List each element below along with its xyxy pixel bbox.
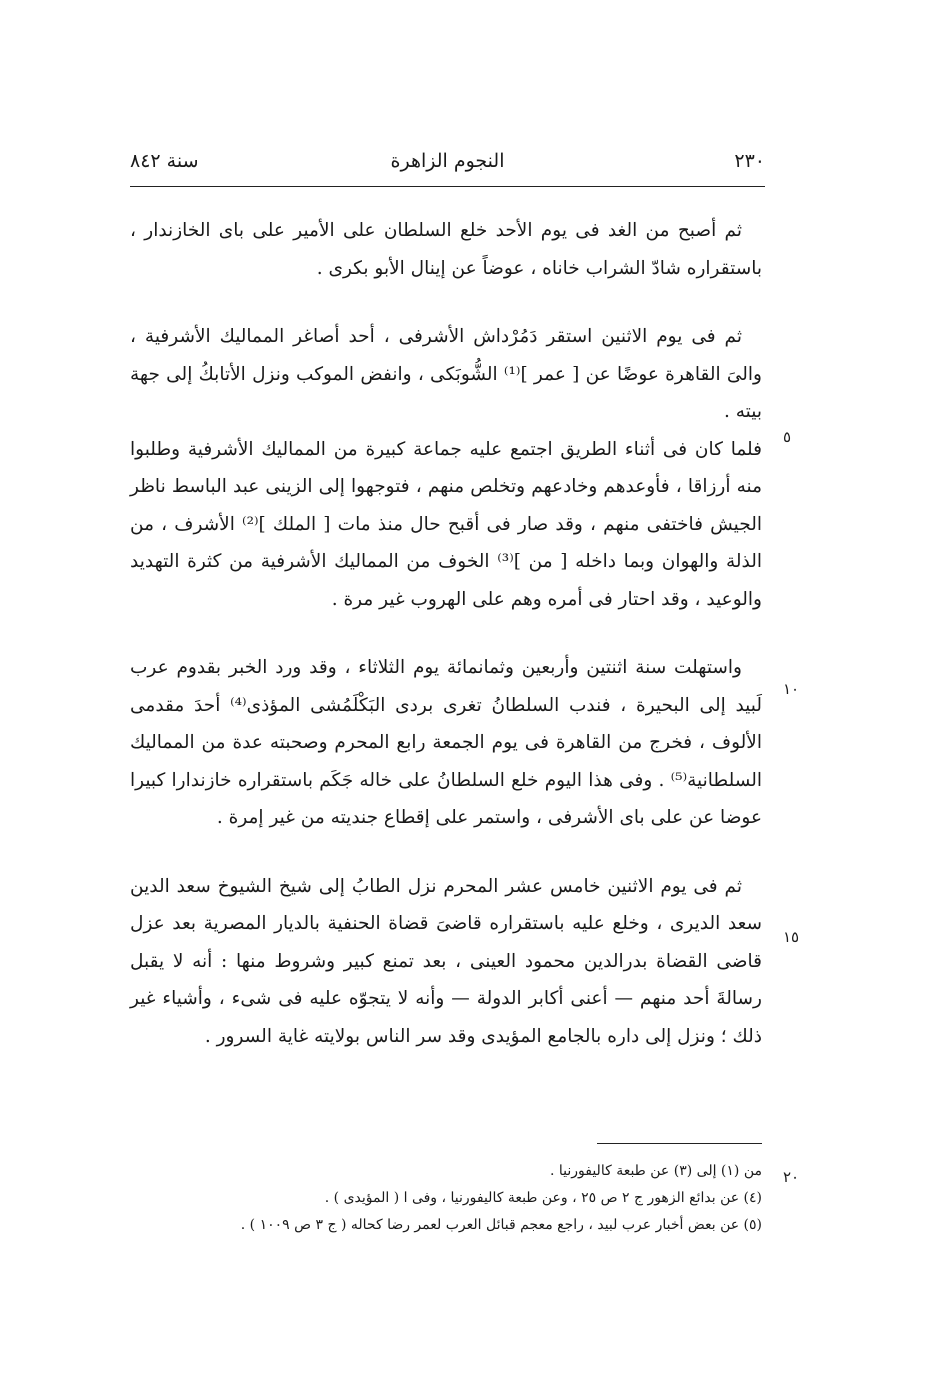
- paragraph: ثم فى يوم الاثنين استقر دَمُرْداش الأشرفى ، أحد أصاغر المماليك الأشرفية ، والىَ القاهرة عوضًا عن [ عمر ]⁽¹⁾ الشُّوبَكى ، وانفض الموكب ونزل الأتابكُ إلى جهة بيته .: [130, 326, 762, 422]
- paragraph: ثم فى يوم الاثنين خامس عشر المحرم نزل الطابُ إلى شيخ الشيوخ سعد الدين سعد الديرى ، وخلع عليه باستقراره قاضىَ قضاة الحنفية بالديار المصرية بعد عزل قاضى القضاة بدرالدين محمود العينى ، بعد تمنع كبير وشروط منها : أنه لا يقبل رسالةَ أحد منهم — أعنى أكابر الدولة — وأنه لا يتجوّه عليه فى شىء ، وأشياء غير ذلك ؛ ونزل إلى داره بالجامع المؤيدى وقد سر الناس بولايته غاية السرور .: [130, 875, 762, 1047]
- header-year: سنة ٨٤٢: [130, 150, 199, 172]
- paragraph: فلما كان فى أثناء الطريق اجتمع عليه جماعة كبيرة من المماليك الأشرفية وطلبوا منه أرزاقا ، فأوعدهم وخادعهم وتخلص منهم ، فتوجهوا إلى الزينى عبد الباسط ناظر الجيش فاختفى منهم ، وقد صار فى أقبح حال منذ مات [ الملك ]⁽²⁾ الأشرف ، من الذلة والهوان وبما داخله [ من ]⁽³⁾ الخوف من المماليك الأشرفية من كثرة التهديد والوعيد ، وقد احتار فى أمره وهم على الهروب غير مرة .: [130, 438, 762, 610]
- line-number: ٢٠: [783, 1168, 800, 1186]
- main-text: [130, 212, 762, 1055]
- book-title: النجوم الزاهرة: [390, 150, 505, 172]
- footnote: (٥) عن بعض أخبار عرب لبيد ، راجع معجم قبائل العرب لعمر رضا كحاله ( ج ٣ ص ١٠٠٩ ) .: [240, 1217, 762, 1233]
- footnote: (٤) عن بدائع الزهور ج ٢ ص ٢٥ ، وعن طبعة كاليفورنيا ، وفى ا ( المؤيدى ) .: [324, 1190, 762, 1206]
- footnote-rule: [597, 1143, 762, 1144]
- footnote: من (١) إلى (٣) عن طبعة كاليفورنيا .: [549, 1163, 762, 1179]
- footnotes: [140, 1158, 762, 1239]
- page-number: ٢٣٠: [734, 150, 765, 172]
- line-number: ١٥: [783, 928, 800, 946]
- paragraph: واستهلت سنة اثنتين وأربعين وثمانمائة يوم الثلاثاء ، وقد ورد الخبر بقدوم عرب لَبيد إلى البحيرة ، فندب السلطانُ تغرى بردى البَكْلَمُشى المؤذى⁽⁴⁾ أحدَ مقدمى الألوف ، فخرج من القاهرة فى يوم الجمعة رابع المحرم وصحبته عدة من المماليك السلطانية⁽⁵⁾ . وفى هذا اليوم خلع السلطانُ على خاله جَكَم باستقراره خازندارا كبيرا عوضا عن على باى الأشرفى ، واستمر على إقطاع جنديته من غير إمرة .: [130, 657, 762, 828]
- running-header: [130, 146, 765, 187]
- paragraph: ثم أصبح من الغد فى يوم الأحد خلع السلطان على الأمير على باى الخازندار ، باستقراره شادّ الشراب خاناه ، عوضاً عن إينال الأبو بكرى .: [130, 220, 762, 279]
- line-number: ١٠: [783, 680, 800, 698]
- line-number: ٥: [783, 428, 792, 446]
